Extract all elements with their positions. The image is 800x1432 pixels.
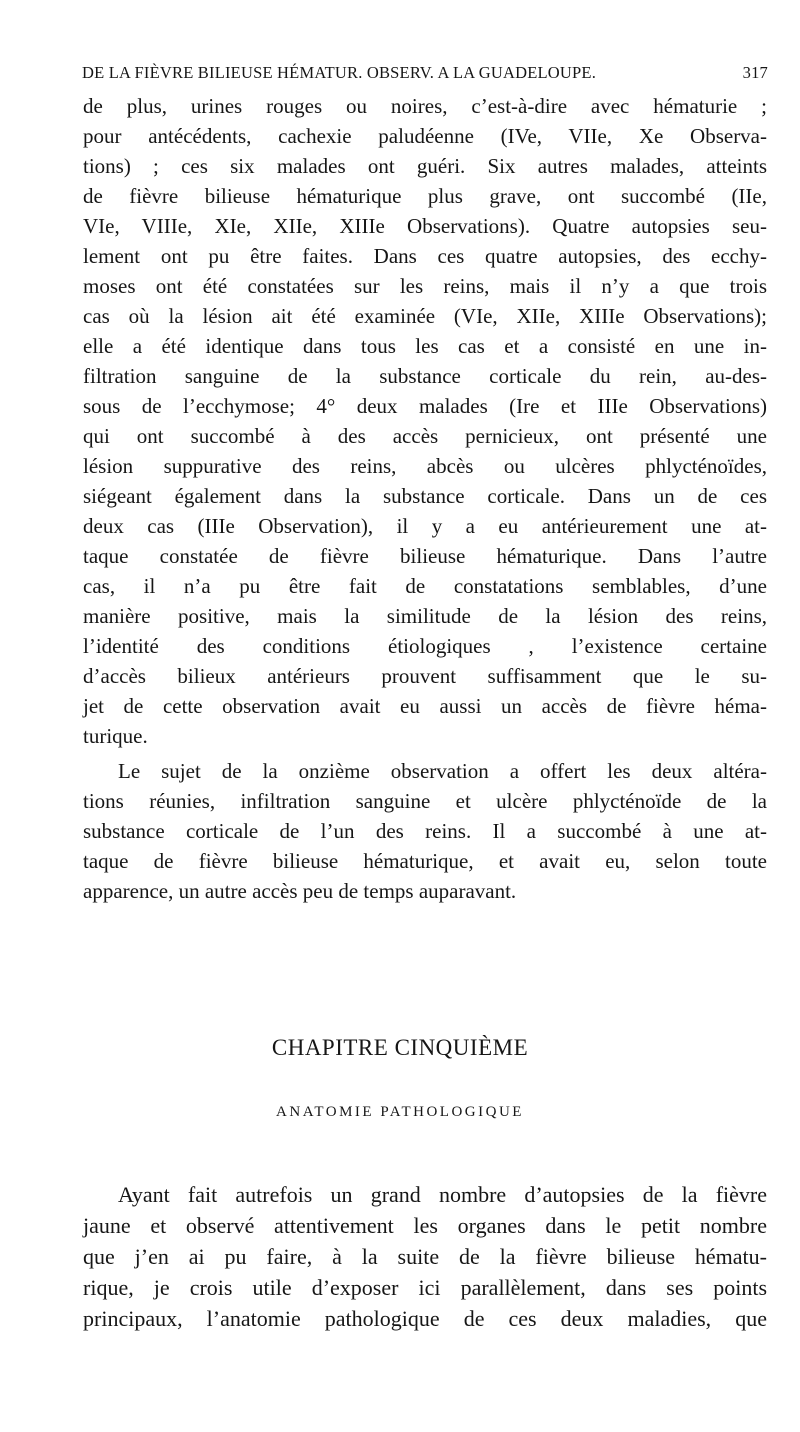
text-line: taque constatée de fièvre bilieuse hématurique. Dans l’autre: [83, 544, 767, 568]
text-line: substance corticale de l’un des reins. Il a succombé à une at-: [83, 819, 767, 843]
text-line: deux cas (IIIe Observation), il y a eu antérieurement une at-: [83, 514, 767, 538]
text-line: tions) ; ces six malades ont guéri. Six autres malades, atteints: [83, 154, 767, 178]
running-head: [82, 63, 768, 89]
text-line: cas où la lésion ait été examinée (VIe, XIIe, XIIIe Observations);: [83, 304, 767, 328]
text-line: moses ont été constatées sur les reins, mais il n’y a que trois: [83, 274, 767, 298]
text-line: taque de fièvre bilieuse hématurique, et avait eu, selon toute: [83, 849, 767, 873]
text-line: lésion suppurative des reins, abcès ou ulcères phlycténoïdes,: [83, 454, 767, 478]
text-line: rique, je crois utile d’exposer ici parallèlement, dans ses points: [83, 1275, 767, 1300]
running-head-title: DE LA FIÈVRE BILIEUSE HÉMATUR. OBSERV. A LA GUADELOUPE.: [82, 63, 597, 82]
text-line: lement ont pu être faites. Dans ces quatre autopsies, des ecchy-: [83, 244, 767, 268]
text-line: principaux, l’anatomie pathologique de ces deux maladies, que: [83, 1306, 767, 1331]
text-line: VIe, VIIIe, XIe, XIIe, XIIIe Observations). Quatre autopsies seu-: [83, 214, 767, 238]
text-line: pour antécédents, cachexie paludéenne (IVe, VIIe, Xe Observa-: [83, 124, 767, 148]
text-line: cas, il n’a pu être fait de constatations semblables, d’une: [83, 574, 767, 598]
text-line: qui ont succombé à des accès pernicieux, ont présenté une: [83, 424, 767, 448]
text-line: siégeant également dans la substance corticale. Dans un de ces: [83, 484, 767, 508]
text-line: sous de l’ecchymose; 4° deux malades (Ire et IIIe Observations): [83, 394, 767, 418]
text-line: de plus, urines rouges ou noires, c’est-à-dire avec hématurie ;: [83, 94, 767, 118]
text-line: manière positive, mais la similitude de la lésion des reins,: [83, 604, 767, 628]
text-line: turique.: [83, 724, 148, 748]
text-line: jaune et observé attentivement les organes dans le petit nombre: [83, 1213, 767, 1238]
text-line: tions réunies, infiltration sanguine et ulcère phlycténoïde de la: [83, 789, 767, 813]
text-line: elle a été identique dans tous les cas et a consisté en une in-: [83, 334, 767, 358]
text-line: Le sujet de la onzième observation a offert les deux altéra-: [118, 759, 767, 783]
text-line: d’accès bilieux antérieurs prouvent suffisamment que le su-: [83, 664, 767, 688]
text-line: apparence, un autre accès peu de temps auparavant.: [83, 879, 517, 903]
text-line: Ayant fait autrefois un grand nombre d’autopsies de la fièvre: [118, 1182, 767, 1207]
chapter-title: CHAPITRE CINQUIÈME: [271, 1035, 529, 1060]
page-number: 317: [742, 63, 768, 82]
text-line: filtration sanguine de la substance corticale du rein, au-des-: [83, 364, 767, 388]
text-line: jet de cette observation avait eu aussi un accès de fièvre héma-: [83, 694, 767, 718]
chapter-subtitle: ANATOMIE PATHOLOGIQUE: [276, 1104, 524, 1120]
text-line: l’identité des conditions étiologiques , l’existence certaine: [83, 634, 767, 658]
text-line: que j’en ai pu faire, à la suite de la fièvre bilieuse hématu-: [83, 1244, 767, 1269]
text-line: de fièvre bilieuse hématurique plus grave, ont succombé (IIe,: [83, 184, 767, 208]
